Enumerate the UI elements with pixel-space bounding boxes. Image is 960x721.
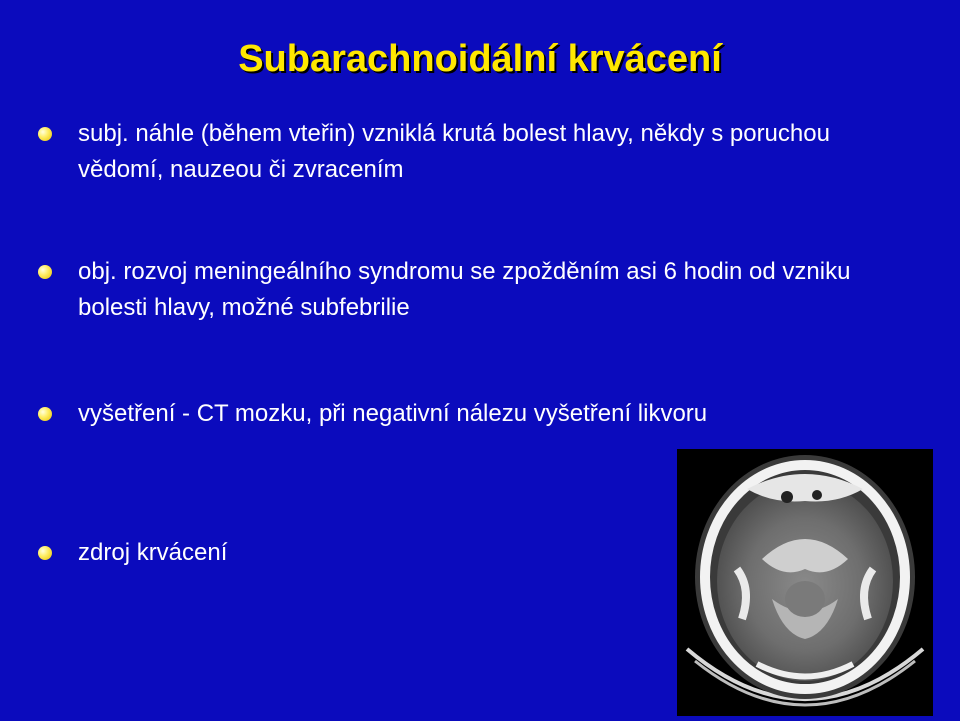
bullet-text: subj. náhle (během vteřin) vzniklá krutá bolest hlavy, někdy s poruchou vědomí, nauzeou či zvracením xyxy=(78,120,830,183)
bullet-dot-icon xyxy=(38,546,52,560)
bullet-text: obj. rozvoj meningeálního syndromu se zpožděním asi 6 hodin od vzniku bolesti hlavy, možné subfebrilie xyxy=(78,258,851,321)
bullet-text: vyšetření - CT mozku, při negativní nálezu vyšetření likvoru xyxy=(78,400,708,427)
bullet-dot-icon xyxy=(38,265,52,279)
bullet-dot-icon xyxy=(38,127,52,141)
ct-scan-image xyxy=(677,449,933,716)
bullet-text: zdroj krvácení xyxy=(78,539,228,566)
ct-scan-brain-icon xyxy=(677,449,933,716)
slide-title: Subarachnoidální krvácení xyxy=(238,38,722,80)
bullet-dot-icon xyxy=(38,407,52,421)
